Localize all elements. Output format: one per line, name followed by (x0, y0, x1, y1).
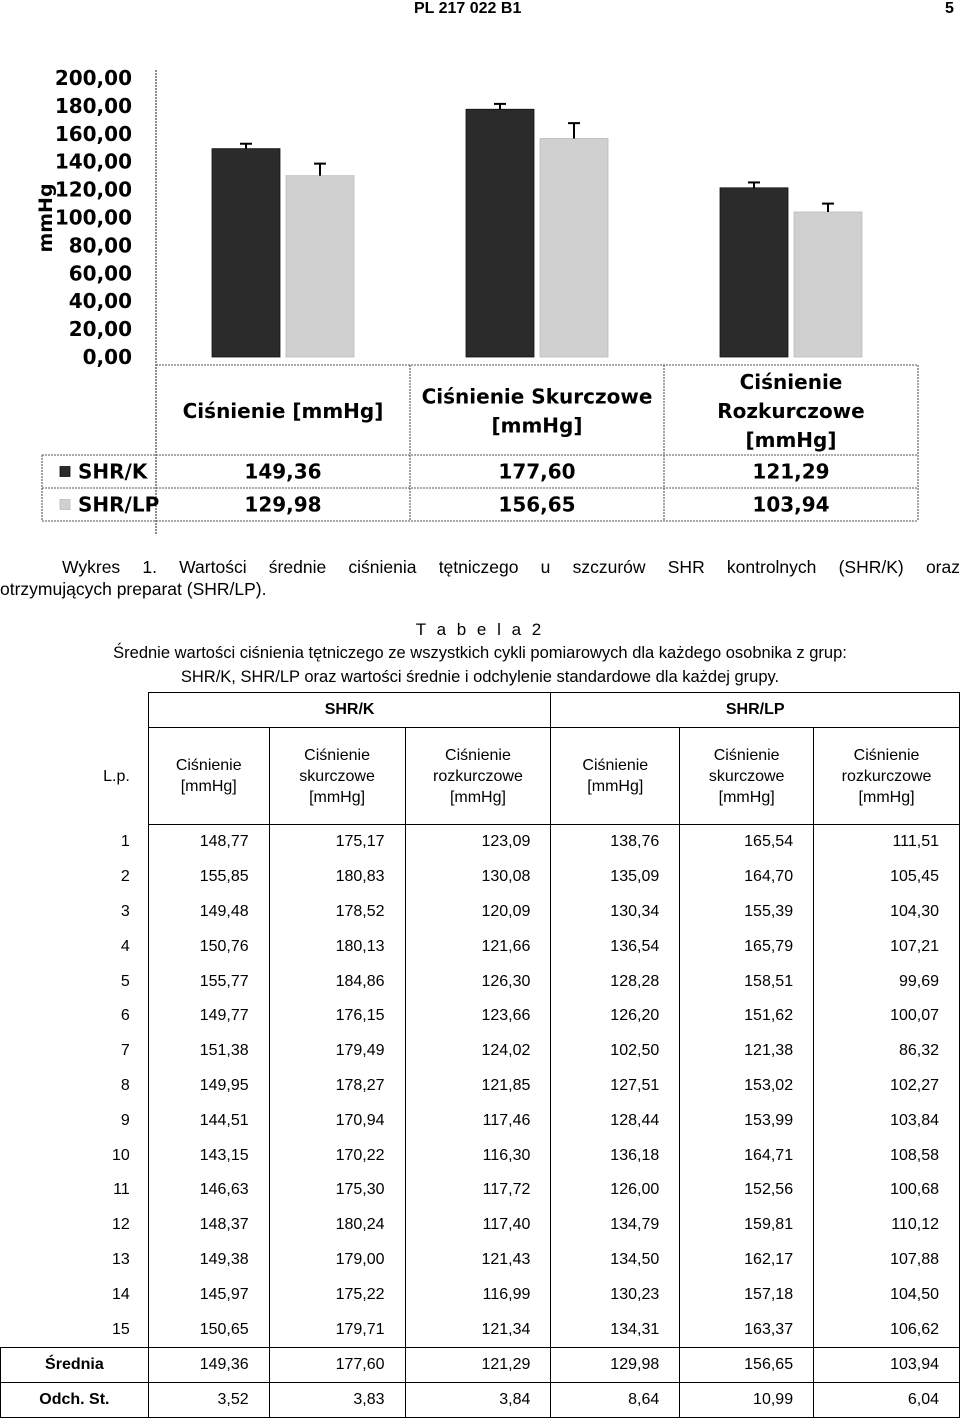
summary-cell: 3,52 (148, 1382, 269, 1417)
table-cell: 151,62 (680, 999, 814, 1034)
y-axis-label: mmHg (35, 183, 57, 253)
table-cell: 144,51 (148, 1103, 269, 1138)
row-number: 11 (113, 1181, 130, 1199)
legend-label: SHR/LP (78, 492, 160, 517)
table-cell: 107,88 (814, 1243, 960, 1278)
table-cell: 121,66 (405, 929, 551, 964)
table-cell: 102,27 (814, 1069, 960, 1104)
summary-cell: 121,29 (405, 1347, 551, 1382)
row-number: 14 (111, 1285, 130, 1303)
summary-cell: 10,99 (680, 1382, 814, 1417)
table-cell: 103,84 (814, 1103, 960, 1138)
table-cell: 105,45 (814, 860, 960, 895)
table-cell: 130,34 (551, 895, 680, 930)
table-cell: 121,43 (405, 1243, 551, 1278)
table-cell: 170,22 (269, 1138, 405, 1173)
y-tick-label: 0,00 (82, 345, 132, 369)
sd-row (1, 1382, 960, 1417)
table-cell: 184,86 (269, 964, 405, 999)
table-row (1, 929, 960, 964)
table-cell: 170,94 (269, 1103, 405, 1138)
table-row (1, 1243, 960, 1278)
table-cell: 145,97 (148, 1277, 269, 1312)
table-cell: 153,02 (680, 1069, 814, 1104)
col-header-line: [mmHg] (858, 788, 915, 806)
table-description-2: SHR/K, SHR/LP oraz wartości średnie i odchylenie standardowe dla każdej grupy. (180, 668, 780, 686)
table-cell: 126,00 (551, 1173, 680, 1208)
col-header-line: [mmHg] (718, 788, 775, 806)
col-header-line: skurczowe (299, 767, 375, 785)
table-cell: 153,99 (680, 1103, 814, 1138)
table-cell: 104,50 (814, 1277, 960, 1312)
table-cell: 127,51 (551, 1069, 680, 1104)
col-header-line: Ciśnienie (713, 746, 780, 764)
table-cell: 117,40 (405, 1208, 551, 1243)
table-cell: 110,12 (814, 1208, 960, 1243)
summary-cell: 149,36 (148, 1347, 269, 1382)
table-row (1, 895, 960, 930)
col-header (551, 728, 680, 825)
row-number: 5 (120, 972, 130, 990)
table-cell: 134,79 (551, 1208, 680, 1243)
col-header-line: rozkurczowe (841, 767, 932, 785)
table-cell: 180,13 (269, 929, 405, 964)
table-cell: 134,50 (551, 1243, 680, 1278)
bar-shr-lp (286, 176, 354, 357)
data-label: 156,65 (498, 492, 576, 517)
bar-shr-k (212, 149, 280, 357)
table-cell: 134,31 (551, 1312, 680, 1347)
table-cell: 146,63 (148, 1173, 269, 1208)
table-cell: 165,54 (680, 825, 814, 860)
table-row (1, 1208, 960, 1243)
row-number: 12 (111, 1216, 130, 1234)
table-cell: 126,30 (405, 964, 551, 999)
caption-line-2: otrzymujących preparat (SHR/LP). (0, 579, 267, 599)
table-cell: 130,08 (405, 860, 551, 895)
summary-cell: 177,60 (269, 1347, 405, 1382)
table-cell: 126,20 (551, 999, 680, 1034)
row-number: 8 (120, 1076, 130, 1094)
summary-cell: 129,98 (551, 1347, 680, 1382)
table-cell: 111,51 (814, 825, 960, 860)
y-tick-label: 60,00 (68, 261, 132, 286)
data-table (0, 692, 960, 1418)
table-cell: 136,18 (551, 1138, 680, 1173)
table-cell: 149,48 (148, 895, 269, 930)
bar-shr-lp (794, 212, 862, 357)
summary-cell: 3,83 (269, 1382, 405, 1417)
table-cell: 104,30 (814, 895, 960, 930)
col-header-line: [mmHg] (449, 788, 506, 806)
table-cell: 99,69 (814, 964, 960, 999)
mean-row (1, 1347, 960, 1382)
empty-cell (1, 693, 149, 728)
table-cell: 175,22 (269, 1277, 405, 1312)
legend-label: SHR/K (78, 459, 148, 484)
table-cell: 165,79 (680, 929, 814, 964)
table-title-text: T a b e l a 2 (415, 620, 545, 639)
table-row (1, 1103, 960, 1138)
table-row (1, 1312, 960, 1347)
table-cell: 135,09 (551, 860, 680, 895)
caption-line-1: Wykres 1. Wartości średnie ciśnienia tętniczego u szczurów SHR kontrolnych (SHR/K) oraz (62, 557, 960, 577)
table-cell: 123,09 (405, 825, 551, 860)
table-row (1, 1173, 960, 1208)
row-number: 7 (120, 1042, 130, 1060)
table-cell: 157,18 (680, 1277, 814, 1312)
row-number: 3 (120, 902, 130, 920)
y-tick-label: 20,00 (68, 317, 132, 342)
col-header (814, 728, 960, 825)
table-cell: 148,77 (148, 825, 269, 860)
summary-cell: 156,65 (680, 1347, 814, 1382)
summary-label: Odch. St. (1, 1382, 149, 1417)
legend-swatch (60, 467, 70, 477)
table-cell: 102,50 (551, 1034, 680, 1069)
category-label: [mmHg] (745, 428, 837, 452)
table-cell: 150,76 (148, 929, 269, 964)
bar-chart (34, 60, 926, 540)
table-row (1, 1138, 960, 1173)
table-cell: 158,51 (680, 964, 814, 999)
column-header-row (1, 728, 960, 825)
table-cell: 159,81 (680, 1208, 814, 1243)
group-header-row (1, 693, 960, 728)
data-label: 129,98 (244, 492, 322, 517)
summary-cell: 3,84 (405, 1382, 551, 1417)
table-cell: 162,17 (680, 1243, 814, 1278)
summary-label: Średnia (1, 1347, 149, 1382)
table-row (1, 999, 960, 1034)
document-id: PL 217 022 B1 (414, 0, 522, 17)
col-header-line: skurczowe (708, 767, 785, 785)
table-cell: 106,62 (814, 1312, 960, 1347)
summary-cell: 103,94 (814, 1347, 960, 1382)
category-label: Rozkurczowe (717, 399, 865, 423)
table-cell: 180,24 (269, 1208, 405, 1243)
table-row (1, 1069, 960, 1104)
row-number: 4 (120, 937, 130, 955)
table-cell: 100,07 (814, 999, 960, 1034)
bar-shr-k (720, 188, 788, 357)
table-cell: 175,17 (269, 825, 405, 860)
table-description-1: Średnie wartości ciśnienia tętniczego ze wszystkich cykli pomiarowych dla każdego osobnika z grup: (113, 644, 847, 662)
table-cell: 128,28 (551, 964, 680, 999)
table-cell: 128,44 (551, 1103, 680, 1138)
col-header (148, 728, 269, 825)
table-cell: 121,38 (680, 1034, 814, 1069)
col-header-line: [mmHg] (180, 778, 237, 795)
y-tick-label: 100,00 (54, 205, 132, 230)
bar-shr-k (466, 109, 534, 357)
col-header (269, 728, 405, 825)
table-cell: 86,32 (814, 1034, 960, 1069)
col-header-line: Ciśnienie (304, 746, 370, 764)
row-number: 9 (120, 1111, 130, 1129)
y-tick-label: 140,00 (54, 149, 132, 174)
group-header-shr-lp: SHR/LP (551, 693, 960, 728)
table-cell: 116,30 (405, 1138, 551, 1173)
table-cell: 149,95 (148, 1069, 269, 1104)
page-number: 5 (945, 0, 954, 17)
table-cell: 164,70 (680, 860, 814, 895)
table-cell: 117,72 (405, 1173, 551, 1208)
row-number: 1 (120, 833, 130, 851)
summary-cell: 8,64 (551, 1382, 680, 1417)
category-label: [mmHg] (491, 413, 583, 438)
table-cell: 155,39 (680, 895, 814, 930)
data-label: 149,36 (244, 459, 322, 484)
col-header-lp: L.p. (103, 767, 130, 785)
table-cell: 155,85 (148, 860, 269, 895)
table-cell: 180,83 (269, 860, 405, 895)
table-cell: 179,00 (269, 1243, 405, 1278)
col-header (680, 728, 814, 825)
y-tick-label: 80,00 (68, 233, 132, 258)
table-cell: 143,15 (148, 1138, 269, 1173)
table-row (1, 860, 960, 895)
table-cell: 107,21 (814, 929, 960, 964)
col-header-line: Ciśnienie (175, 757, 242, 774)
table-cell: 117,46 (405, 1103, 551, 1138)
table-cell: 175,30 (269, 1173, 405, 1208)
col-header-line: [mmHg] (309, 788, 366, 806)
table-cell: 121,34 (405, 1312, 551, 1347)
row-number: 13 (111, 1250, 130, 1268)
table-cell: 149,77 (148, 999, 269, 1034)
table-cell: 123,66 (405, 999, 551, 1034)
table-cell: 121,85 (405, 1069, 551, 1104)
col-header-line: rozkurczowe (433, 767, 523, 785)
table-row (1, 1277, 960, 1312)
table-cell: 179,49 (269, 1034, 405, 1069)
row-number: 10 (111, 1146, 130, 1164)
table-cell: 116,99 (405, 1277, 551, 1312)
figure-caption (0, 556, 960, 600)
table-row (1, 825, 960, 860)
data-label: 121,29 (752, 459, 830, 484)
table-cell: 100,68 (814, 1173, 960, 1208)
group-header-shr-k: SHR/K (148, 693, 551, 728)
category-label: Ciśnienie [mmHg] (182, 399, 384, 423)
row-number: 6 (120, 1007, 130, 1025)
col-header-line: Ciśnienie (853, 746, 920, 764)
col-header-line: Ciśnienie (582, 757, 649, 774)
table-cell: 163,37 (680, 1312, 814, 1347)
table-cell: 178,27 (269, 1069, 405, 1104)
table-cell: 179,71 (269, 1312, 405, 1347)
col-header-line: [mmHg] (587, 778, 644, 795)
table-cell: 164,71 (680, 1138, 814, 1173)
legend-swatch (60, 500, 70, 510)
row-number: 15 (111, 1320, 130, 1338)
table-cell: 151,38 (148, 1034, 269, 1069)
table-title (0, 620, 960, 640)
y-tick-label: 160,00 (54, 121, 132, 146)
bar-shr-lp (540, 138, 608, 357)
data-label: 103,94 (752, 492, 830, 517)
table-row (1, 964, 960, 999)
table-cell: 178,52 (269, 895, 405, 930)
y-tick-label: 200,00 (54, 66, 132, 90)
table-cell: 138,76 (551, 825, 680, 860)
table-cell: 155,77 (148, 964, 269, 999)
table-row (1, 1034, 960, 1069)
y-tick-label: 180,00 (54, 93, 132, 118)
table-cell: 108,58 (814, 1138, 960, 1173)
table-cell: 176,15 (269, 999, 405, 1034)
summary-cell: 6,04 (814, 1382, 960, 1417)
y-tick-label: 40,00 (68, 289, 132, 314)
table-cell: 120,09 (405, 895, 551, 930)
category-label: Ciśnienie Skurczowe (421, 384, 653, 409)
table-cell: 152,56 (680, 1173, 814, 1208)
row-number: 2 (120, 868, 130, 886)
data-label: 177,60 (498, 459, 576, 484)
table-cell: 136,54 (551, 929, 680, 964)
table-cell: 130,23 (551, 1277, 680, 1312)
category-label: Ciśnienie (739, 370, 843, 394)
table-cell: 149,38 (148, 1243, 269, 1278)
col-header-line: Ciśnienie (445, 746, 511, 764)
table-cell: 150,65 (148, 1312, 269, 1347)
y-tick-label: 120,00 (54, 177, 132, 202)
col-header (405, 728, 551, 825)
table-cell: 148,37 (148, 1208, 269, 1243)
table-cell: 124,02 (405, 1034, 551, 1069)
